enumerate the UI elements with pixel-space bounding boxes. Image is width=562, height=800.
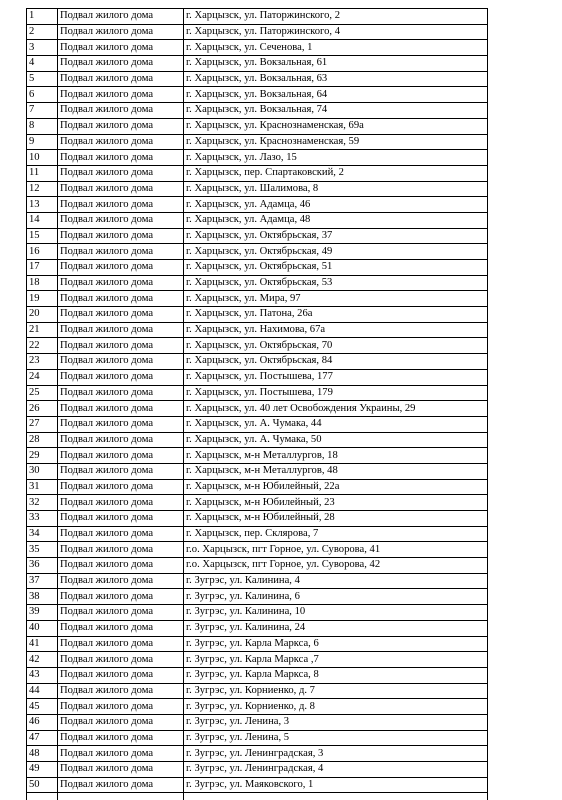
table-row <box>27 793 488 800</box>
shelter-type-cell: Подвал жилого дома <box>58 275 184 291</box>
shelter-type-cell: Подвал жилого дома <box>58 134 184 150</box>
table-row <box>27 636 488 652</box>
row-number-cell: 24 <box>27 369 58 385</box>
address-cell: г. Харцызск, м-н Юбилейный, 22а <box>184 479 488 495</box>
row-number-cell: 35 <box>27 542 58 558</box>
address-cell: г. Харцызск, ул. Вокзальная, 63 <box>184 71 488 87</box>
address-cell: г. Харцызск, ул. Октябрьская, 53 <box>184 275 488 291</box>
row-number-cell: 4 <box>27 56 58 72</box>
table-row <box>27 605 488 621</box>
shelter-type-cell: Подвал жилого дома <box>58 683 184 699</box>
shelter-type-cell: Подвал жилого дома <box>58 432 184 448</box>
address-cell: г. Харцызск, ул. Октябрьская, 37 <box>184 228 488 244</box>
shelter-type-cell: Подвал жилого дома <box>58 730 184 746</box>
shelter-type-cell: Подвал жилого дома <box>58 118 184 134</box>
address-cell: г. Харцызск, ул. Лазо, 15 <box>184 150 488 166</box>
shelter-type-cell: Подвал жилого дома <box>58 511 184 527</box>
table-row <box>27 558 488 574</box>
address-cell: г. Зугрэс, ул. Ленина, 5 <box>184 730 488 746</box>
address-cell: г. Харцызск, м-н Металлургов, 48 <box>184 463 488 479</box>
table-row <box>27 291 488 307</box>
address-cell: г. Зугрэс, ул. Калинина, 6 <box>184 589 488 605</box>
shelter-type-cell: Подвал жилого дома <box>58 307 184 323</box>
shelter-table <box>26 8 488 800</box>
address-cell: г. Харцызск, ул. Адамца, 48 <box>184 212 488 228</box>
table-row <box>27 40 488 56</box>
row-number-cell: 42 <box>27 652 58 668</box>
shelter-type-cell: Подвал жилого дома <box>58 260 184 276</box>
shelter-type-cell: Подвал жилого дома <box>58 165 184 181</box>
row-number-cell: 26 <box>27 401 58 417</box>
shelter-type-cell: Подвал жилого дома <box>58 699 184 715</box>
table-row <box>27 730 488 746</box>
address-cell: г. Харцызск, ул. Октябрьская, 70 <box>184 338 488 354</box>
address-cell: г. Зугрэс, ул. Корниенко, д. 8 <box>184 699 488 715</box>
address-cell: г.о. Харцызск, пгт Горное, ул. Суворова, 42 <box>184 558 488 574</box>
row-number-cell: 27 <box>27 416 58 432</box>
shelter-type-cell: Подвал жилого дома <box>58 322 184 338</box>
table-row <box>27 667 488 683</box>
row-number-cell: 45 <box>27 699 58 715</box>
shelter-type-cell: Подвал жилого дома <box>58 714 184 730</box>
table-row <box>27 24 488 40</box>
table-row <box>27 134 488 150</box>
shelter-type-cell: Подвал жилого дома <box>58 291 184 307</box>
shelter-type-cell: Подвал жилого дома <box>58 542 184 558</box>
shelter-type-cell: Подвал жилого дома <box>58 24 184 40</box>
row-number-cell: 21 <box>27 322 58 338</box>
shelter-type-cell: Подвал жилого дома <box>58 620 184 636</box>
table-row <box>27 714 488 730</box>
row-number-cell: 39 <box>27 605 58 621</box>
address-cell: г. Харцызск, ул. Октябрьская, 84 <box>184 354 488 370</box>
row-number-cell <box>27 793 58 800</box>
address-cell: г. Харцызск, м-н Юбилейный, 28 <box>184 511 488 527</box>
row-number-cell: 47 <box>27 730 58 746</box>
table-row <box>27 87 488 103</box>
table-row <box>27 699 488 715</box>
table-row <box>27 777 488 793</box>
table-row <box>27 573 488 589</box>
table-row <box>27 150 488 166</box>
shelter-type-cell: Подвал жилого дома <box>58 636 184 652</box>
table-row <box>27 322 488 338</box>
address-cell: г. Зугрэс, ул. Ленинградская, 4 <box>184 762 488 778</box>
address-cell: г. Харцызск, ул. Вокзальная, 74 <box>184 103 488 119</box>
row-number-cell: 16 <box>27 244 58 260</box>
table-row <box>27 463 488 479</box>
row-number-cell: 18 <box>27 275 58 291</box>
address-cell: г. Зугрэс, ул. Калинина, 24 <box>184 620 488 636</box>
row-number-cell: 6 <box>27 87 58 103</box>
shelter-type-cell: Подвал жилого дома <box>58 181 184 197</box>
row-number-cell: 3 <box>27 40 58 56</box>
table-row <box>27 589 488 605</box>
shelter-type-cell: Подвал жилого дома <box>58 56 184 72</box>
table-row <box>27 338 488 354</box>
row-number-cell: 13 <box>27 197 58 213</box>
table-row <box>27 71 488 87</box>
shelter-type-cell: Подвал жилого дома <box>58 762 184 778</box>
row-number-cell: 43 <box>27 667 58 683</box>
shelter-type-cell: Подвал жилого дома <box>58 401 184 417</box>
table-row <box>27 181 488 197</box>
address-cell: г. Харцызск, ул. Мира, 97 <box>184 291 488 307</box>
address-cell: г. Зугрэс, ул. Корниенко, д. 7 <box>184 683 488 699</box>
row-number-cell: 7 <box>27 103 58 119</box>
address-cell: г. Харцызск, ул. Паторжинского, 2 <box>184 9 488 25</box>
table-row <box>27 683 488 699</box>
row-number-cell: 15 <box>27 228 58 244</box>
table-row <box>27 197 488 213</box>
row-number-cell: 10 <box>27 150 58 166</box>
row-number-cell: 11 <box>27 165 58 181</box>
address-cell: г. Харцызск, пер. Склярова, 7 <box>184 526 488 542</box>
shelter-type-cell: Подвал жилого дома <box>58 212 184 228</box>
address-cell: г. Харцызск, м-н Металлургов, 18 <box>184 448 488 464</box>
shelter-type-cell: Подвал жилого дома <box>58 652 184 668</box>
shelter-type-cell: Подвал жилого дома <box>58 9 184 25</box>
row-number-cell: 20 <box>27 307 58 323</box>
row-number-cell: 22 <box>27 338 58 354</box>
row-number-cell: 37 <box>27 573 58 589</box>
shelter-type-cell: Подвал жилого дома <box>58 228 184 244</box>
address-cell: г. Харцызск, ул. А. Чумака, 50 <box>184 432 488 448</box>
row-number-cell: 29 <box>27 448 58 464</box>
shelter-type-cell: Подвал жилого дома <box>58 197 184 213</box>
address-cell: г. Харцызск, пер. Спартаковский, 2 <box>184 165 488 181</box>
table-row <box>27 479 488 495</box>
shelter-type-cell: Подвал жилого дома <box>58 495 184 511</box>
table-row <box>27 652 488 668</box>
address-cell: г. Харцызск, м-н Юбилейный, 23 <box>184 495 488 511</box>
shelter-type-cell: Подвал жилого дома <box>58 40 184 56</box>
table-row <box>27 746 488 762</box>
shelter-type-cell: Подвал жилого дома <box>58 463 184 479</box>
row-number-cell: 19 <box>27 291 58 307</box>
address-cell: г. Харцызск, ул. Краснознаменская, 69а <box>184 118 488 134</box>
shelter-type-cell: Подвал жилого дома <box>58 605 184 621</box>
address-cell: г.о. Харцызск, пгт Горное, ул. Суворова, 41 <box>184 542 488 558</box>
shelter-type-cell: Подвал жилого дома <box>58 103 184 119</box>
shelter-type-cell: Подвал жилого дома <box>58 385 184 401</box>
address-cell: г. Зугрэс, ул. Калинина, 4 <box>184 573 488 589</box>
address-cell: г. Харцызск, ул. А. Чумака, 44 <box>184 416 488 432</box>
row-number-cell: 31 <box>27 479 58 495</box>
row-number-cell: 49 <box>27 762 58 778</box>
address-cell: г. Харцызск, ул. Сеченова, 1 <box>184 40 488 56</box>
table-row <box>27 118 488 134</box>
shelter-type-cell: Подвал жилого дома <box>58 71 184 87</box>
table-row <box>27 401 488 417</box>
address-cell: г. Харцызск, ул. Шалимова, 8 <box>184 181 488 197</box>
table-row <box>27 511 488 527</box>
row-number-cell: 5 <box>27 71 58 87</box>
row-number-cell: 1 <box>27 9 58 25</box>
row-number-cell: 23 <box>27 354 58 370</box>
table-row <box>27 275 488 291</box>
table-row <box>27 9 488 25</box>
address-cell: г. Харцызск, ул. Краснознаменская, 59 <box>184 134 488 150</box>
shelter-type-cell: Подвал жилого дома <box>58 589 184 605</box>
row-number-cell: 40 <box>27 620 58 636</box>
table-row <box>27 228 488 244</box>
address-cell: г. Харцызск, ул. Вокзальная, 61 <box>184 56 488 72</box>
row-number-cell: 8 <box>27 118 58 134</box>
address-cell: г. Харцызск, ул. Вокзальная, 64 <box>184 87 488 103</box>
address-cell: г. Харцызск, ул. Патона, 26а <box>184 307 488 323</box>
row-number-cell: 38 <box>27 589 58 605</box>
address-cell: г. Харцызск, ул. Октябрьская, 51 <box>184 260 488 276</box>
address-cell: г. Зугрэс, ул. Карла Маркса, 6 <box>184 636 488 652</box>
table-row <box>27 354 488 370</box>
address-cell: г. Зугрэс, ул. Калинина, 10 <box>184 605 488 621</box>
table-row <box>27 385 488 401</box>
row-number-cell: 32 <box>27 495 58 511</box>
address-cell: г. Зугрэс, ул. Ленина, 3 <box>184 714 488 730</box>
address-cell: г. Зугрэс, ул. Ленинградская, 3 <box>184 746 488 762</box>
address-cell: г. Харцызск, ул. Октябрьская, 49 <box>184 244 488 260</box>
shelter-type-cell: Подвал жилого дома <box>58 354 184 370</box>
table-row <box>27 212 488 228</box>
address-cell: г. Харцызск, ул. Паторжинского, 4 <box>184 24 488 40</box>
table-row <box>27 103 488 119</box>
row-number-cell: 34 <box>27 526 58 542</box>
address-cell <box>184 793 488 800</box>
row-number-cell: 30 <box>27 463 58 479</box>
table-row <box>27 526 488 542</box>
address-cell: г. Зугрэс, ул. Карла Маркса ,7 <box>184 652 488 668</box>
shelter-type-cell: Подвал жилого дома <box>58 338 184 354</box>
address-cell: г. Харцызск, ул. Постышева, 177 <box>184 369 488 385</box>
row-number-cell: 36 <box>27 558 58 574</box>
table-row <box>27 56 488 72</box>
table-row <box>27 620 488 636</box>
address-cell: г. Харцызск, ул. Адамца, 46 <box>184 197 488 213</box>
shelter-type-cell: Подвал жилого дома <box>58 526 184 542</box>
table-row <box>27 260 488 276</box>
row-number-cell: 41 <box>27 636 58 652</box>
row-number-cell: 9 <box>27 134 58 150</box>
shelter-type-cell: Подвал жилого дома <box>58 777 184 793</box>
table-row <box>27 369 488 385</box>
table-row <box>27 495 488 511</box>
shelter-type-cell: Подвал жилого дома <box>58 448 184 464</box>
shelter-type-cell: Подвал жилого дома <box>58 369 184 385</box>
row-number-cell: 50 <box>27 777 58 793</box>
shelter-type-cell: Подвал жилого дома <box>58 87 184 103</box>
row-number-cell: 2 <box>27 24 58 40</box>
table-row <box>27 416 488 432</box>
row-number-cell: 25 <box>27 385 58 401</box>
shelter-table-body <box>27 9 488 800</box>
address-cell: г. Харцызск, ул. 40 лет Освобождения Украины, 29 <box>184 401 488 417</box>
shelter-type-cell: Подвал жилого дома <box>58 558 184 574</box>
row-number-cell: 48 <box>27 746 58 762</box>
address-cell: г. Зугрэс, ул. Маяковского, 1 <box>184 777 488 793</box>
address-cell: г. Зугрэс, ул. Карла Маркса, 8 <box>184 667 488 683</box>
table-row <box>27 307 488 323</box>
shelter-type-cell: Подвал жилого дома <box>58 667 184 683</box>
shelter-type-cell: Подвал жилого дома <box>58 573 184 589</box>
table-row <box>27 165 488 181</box>
table-row <box>27 542 488 558</box>
table-row <box>27 448 488 464</box>
row-number-cell: 14 <box>27 212 58 228</box>
row-number-cell: 33 <box>27 511 58 527</box>
shelter-type-cell: Подвал жилого дома <box>58 479 184 495</box>
shelter-type-cell <box>58 793 184 800</box>
row-number-cell: 28 <box>27 432 58 448</box>
shelter-type-cell: Подвал жилого дома <box>58 746 184 762</box>
table-row <box>27 762 488 778</box>
shelter-type-cell: Подвал жилого дома <box>58 416 184 432</box>
address-cell: г. Харцызск, ул. Нахимова, 67а <box>184 322 488 338</box>
shelter-type-cell: Подвал жилого дома <box>58 150 184 166</box>
row-number-cell: 46 <box>27 714 58 730</box>
address-cell: г. Харцызск, ул. Постышева, 179 <box>184 385 488 401</box>
row-number-cell: 17 <box>27 260 58 276</box>
row-number-cell: 44 <box>27 683 58 699</box>
table-row <box>27 244 488 260</box>
shelter-type-cell: Подвал жилого дома <box>58 244 184 260</box>
row-number-cell: 12 <box>27 181 58 197</box>
table-row <box>27 432 488 448</box>
